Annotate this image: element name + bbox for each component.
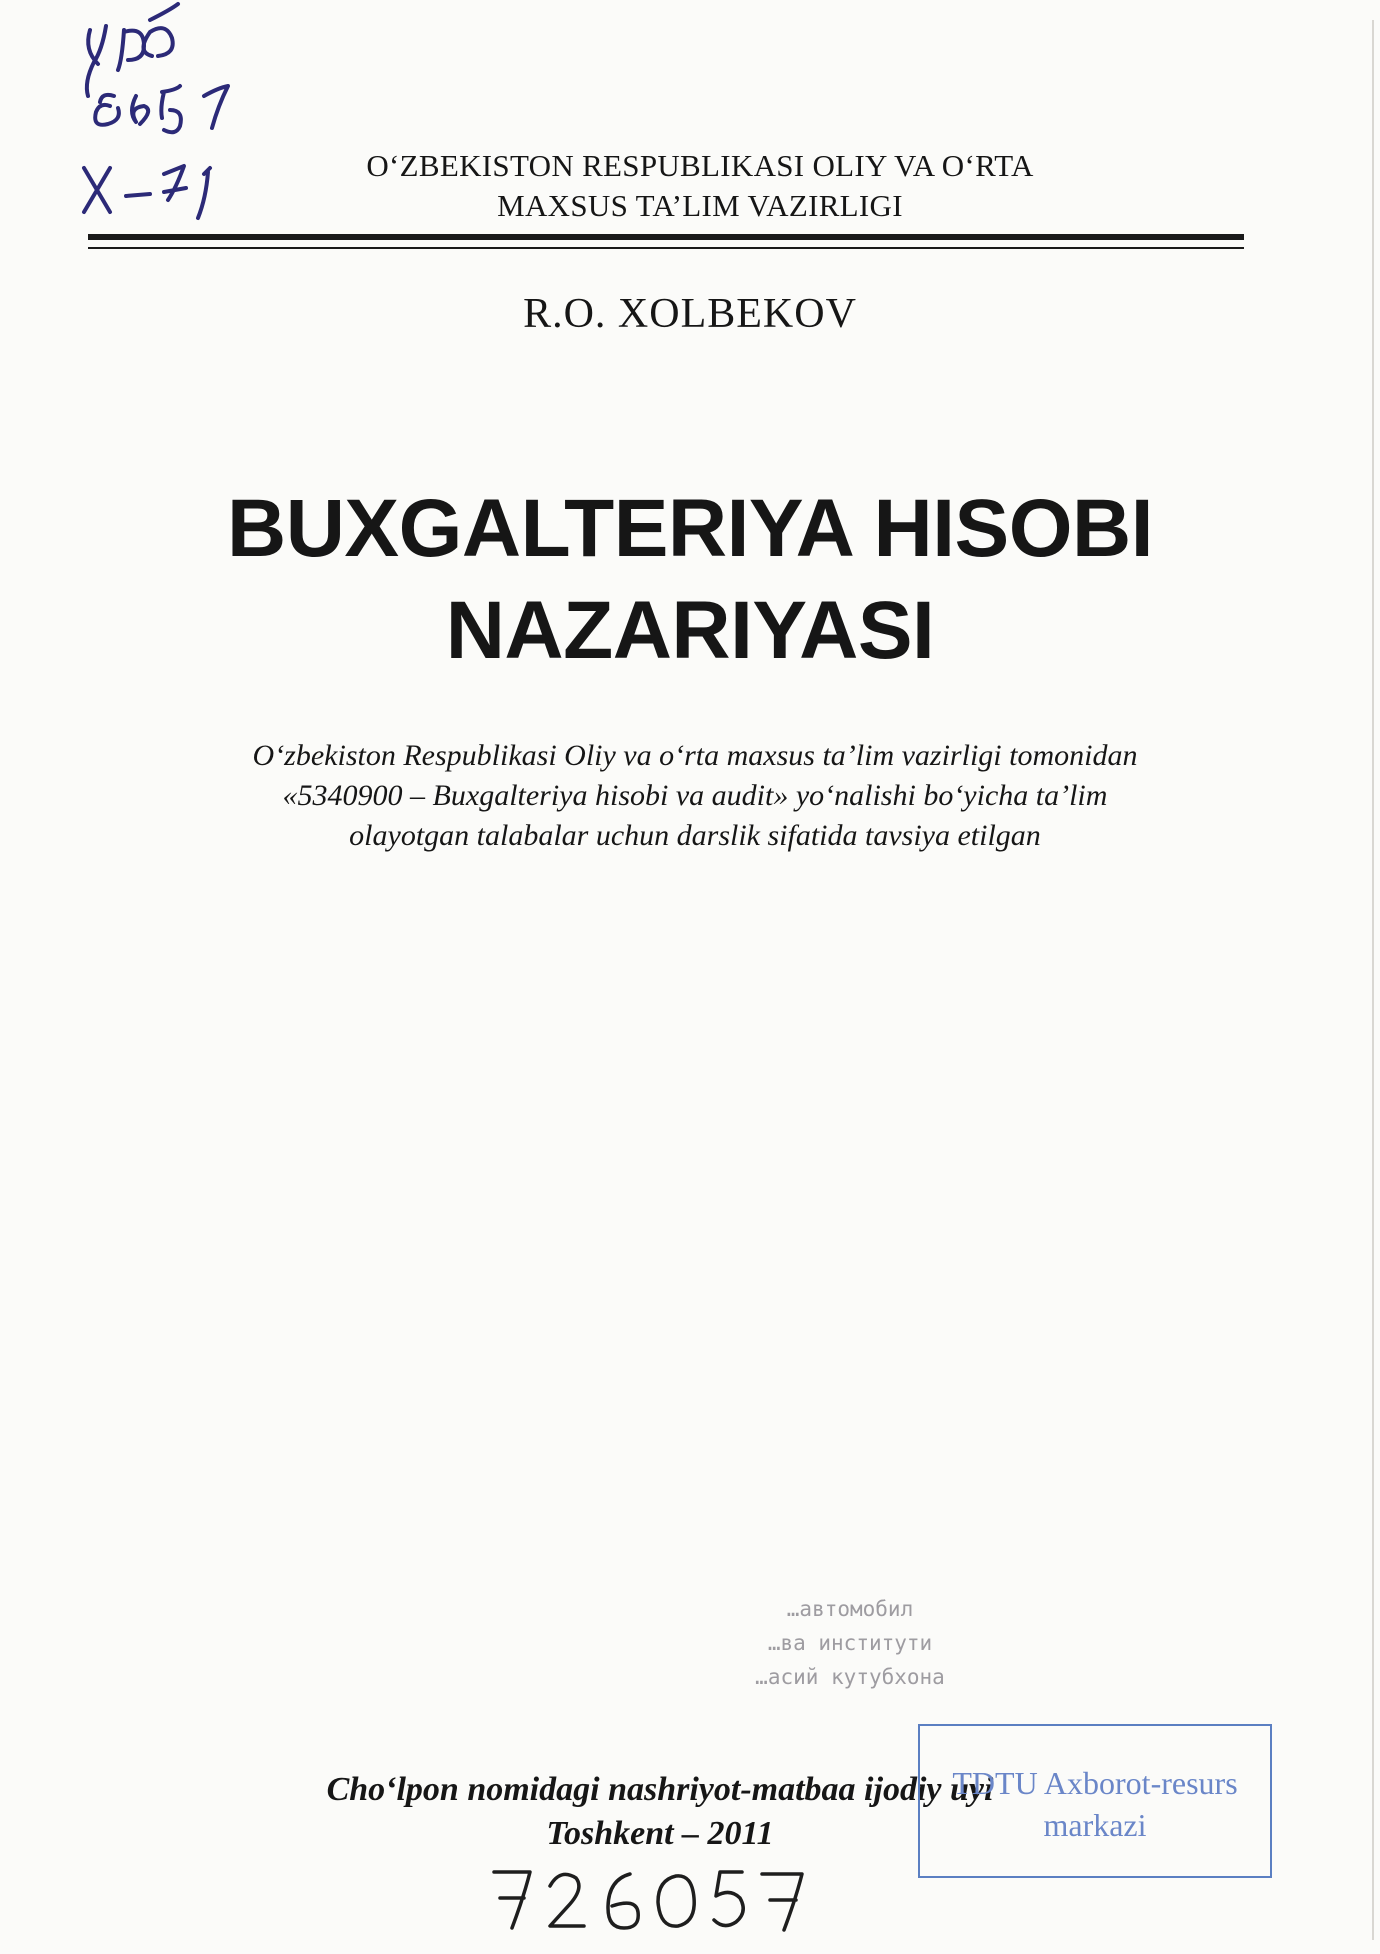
ministry-line-1: O‘ZBEKISTON RESPUBLIKASI OLIY VA O‘RTA <box>366 148 1034 183</box>
approval-line-1: O‘zbekiston Respublikasi Oliy va o‘rta maxsus ta’lim vazirligi tomonidan <box>252 739 1138 772</box>
library-stamp-faint <box>700 1592 1000 1702</box>
box-stamp-line-2: markazi <box>1043 1807 1147 1843</box>
faint-stamp-line-2: …ва институти <box>767 1631 933 1655</box>
ministry-header <box>170 146 1230 226</box>
book-title <box>0 478 1380 682</box>
faint-stamp-line-1: …автомобил <box>786 1597 914 1621</box>
approval-line-2: «5340900 – Buxgalteriya hisobi va audit» yo‘nalishi bo‘yicha ta’lim <box>282 779 1108 812</box>
approval-note <box>130 736 1260 856</box>
handwritten-inventory-number <box>480 1852 820 1942</box>
header-rule-thin <box>88 247 1244 249</box>
publisher-name: Cho‘lpon nomidagi nashriyot-matbaa ijodiy uyi <box>326 1771 994 1808</box>
box-stamp-line-1: TDTU Axborot-resurs <box>952 1765 1238 1801</box>
faint-stamp-line-3: …асий кутубхона <box>755 1665 945 1689</box>
library-stamp-box <box>918 1724 1272 1878</box>
author-name: R.O. XOLBEKOV <box>523 291 857 337</box>
book-title-line-2: NAZARIYASI <box>445 585 935 676</box>
header-rule-thick <box>88 234 1244 240</box>
approval-line-3: olayotgan talabalar uchun darslik sifatida tavsiya etilgan <box>349 819 1041 852</box>
publisher-city-year: Toshkent – 2011 <box>546 1815 774 1852</box>
ministry-line-2: MAXSUS TA’LIM VAZIRLIGI <box>497 188 903 223</box>
book-title-line-1: BUXGALTERIYA HISOBI <box>226 483 1153 574</box>
